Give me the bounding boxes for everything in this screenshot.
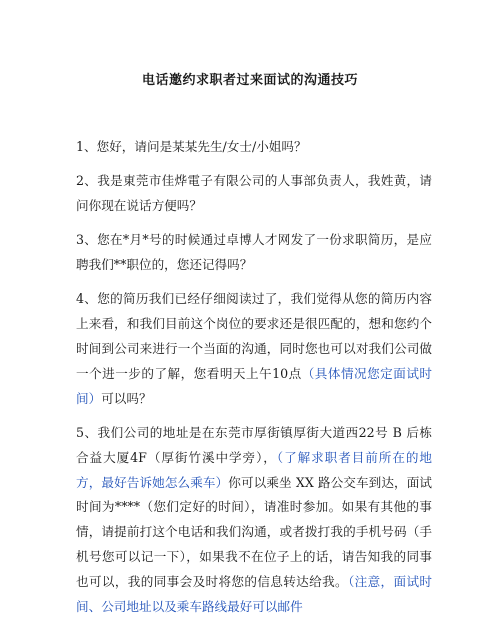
- paragraph-text: 4、您的简历我们已经仔细阅读过了，我们觉得从您的简历内容上来看，和我们目前这个岗位的要求还是很匹配的，想和您约个时间到公司来进行一个当面的沟通，同时您也可以对我们公司做一个进一步的了解，您看明天上午10点: [76, 291, 432, 381]
- paragraph-text: 可以吗？: [101, 390, 152, 406]
- paragraph-3: [76, 228, 432, 278]
- location-note: （了解求职者目前所在的地方，最好告诉她怎么乘车）: [76, 449, 432, 490]
- paragraph-text: 1、您好，请问是某某先生/女士/小姐吗？: [76, 139, 307, 154]
- paragraph-text: 5、我们公司的地址是在东莞市厚街镇厚街大道西22号 B 后栋合益大厦4F（厚街竹溪中学旁），: [76, 424, 432, 465]
- paragraph-5: [76, 421, 432, 619]
- document-body: [76, 135, 432, 629]
- paragraph-text: 3、您在*月*号的时候通过卓博人才网发了一份求职简历，是应聘我们**职位的，您还记得吗？: [76, 232, 432, 273]
- document-title: 电话邀约求职者过来面试的沟通技巧: [141, 73, 358, 88]
- interview-time-note: （具体情况您定面试时间）: [76, 365, 432, 406]
- paragraph-2: [76, 169, 432, 219]
- email-note: （注意，面试时间、公司地址以及乘车路线最好可以邮件: [76, 573, 433, 614]
- paragraph-4: [76, 287, 432, 411]
- paragraph-text: 2、我是東莞市佳烨電子有限公司的人事部负责人，我姓黄，请问你现在说话方便吗？: [76, 173, 432, 214]
- paragraph-1: [76, 135, 432, 160]
- paragraph-text: 你可以乘坐 XX 路公交车到达，面试时间为****（您们定好的时间），请准时参加。如果有其他的事情，请提前打这个电话和我们沟通，或者拨打我的手机号码（手机号您可以记一下），如果我不在位子上的话，请告知我的同事也可以，我的同事会及时将您的信息转达给我。: [76, 474, 432, 589]
